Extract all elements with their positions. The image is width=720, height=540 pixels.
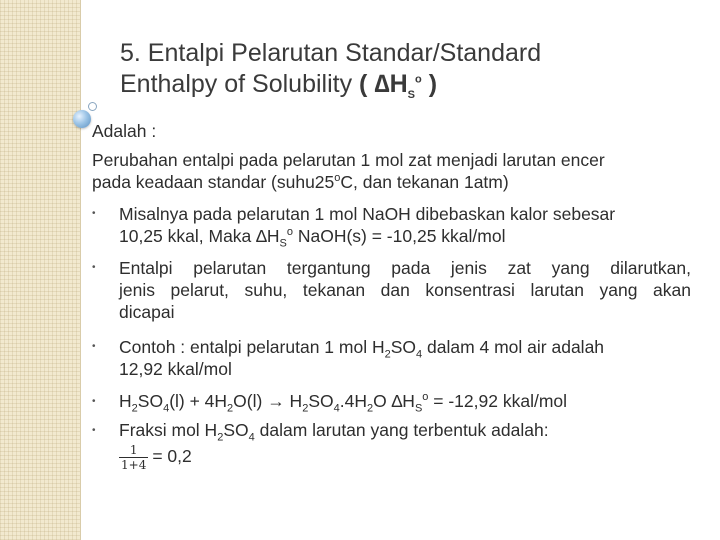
bullet-marker: • (92, 341, 96, 352)
bullet-item-fraction: Fraksi mol $H_2SO_4$ dalam larutan yang terbentuk adalah: $\frac{1}{1+4}$ = 0,2 (119, 419, 691, 472)
intro-label: Adalah : (92, 121, 157, 141)
definition-line-2: pada keadaan standar (suhu25$^o$C, dan tekanan 1atm) (92, 172, 509, 192)
bullet-item-naoh: Misalnya pada pelarutan 1 mol NaOH dibebaskan kalor sebesar 10,25 kkal, Maka $\Delta H_S^o$ NaOH(s) = -10,25 kkal/mol (119, 204, 616, 250)
bullet-marker: • (92, 425, 96, 436)
decorative-large-orb (73, 110, 91, 128)
title-line-2: Enthalpy of Solubility ( $\Delta H_S^o$ ) (120, 70, 438, 101)
bullet-item-dependency: Entalpi pelarutan tergantung pada jenis zat yang dilarutkan, jenis pelarut, suhu, tekanan dan konsentrasi larutan yang akan dicapai (119, 258, 691, 322)
slide-title (120, 38, 710, 100)
title-line-1: 5. Entalpi Pelarutan Standar/Standard (120, 39, 542, 67)
fraction: $\frac{1}{1+4}$ (121, 443, 147, 472)
bullet-item-equation: $H_2SO_4(l) + 4H_2O(l) \to H_2SO_4.4H_2O$ $\Delta H_S^o = -12,92$ kkal/mol (119, 391, 568, 415)
decorative-small-orb (88, 102, 97, 111)
definition-line-1: Perubahan entalpi pada pelarutan 1 mol zat menjadi larutan encer (92, 150, 605, 170)
bullet-marker: • (92, 262, 96, 273)
bullet-item-example: Contoh : entalpi pelarutan 1 mol $H_2SO_4$ dalam 4 mol air adalah 12,92 kkal/mol (119, 337, 605, 379)
bullet-marker: • (92, 208, 96, 219)
side-pattern-strip (0, 0, 80, 540)
side-divider-line (80, 0, 81, 540)
fraction-expression (119, 443, 691, 472)
fraction-result: = 0,2 (152, 446, 192, 467)
bullet-marker: • (92, 396, 96, 407)
definition-text (92, 149, 702, 193)
